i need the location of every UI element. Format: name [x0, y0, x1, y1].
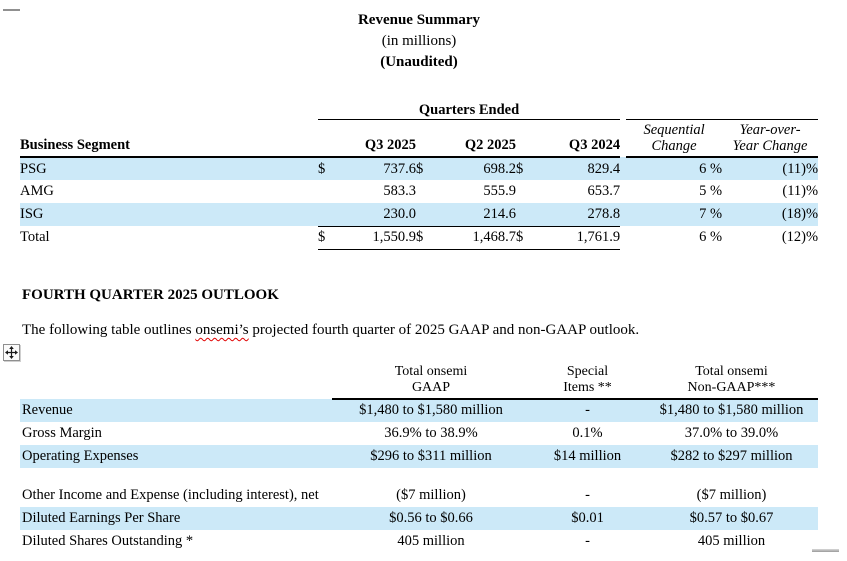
document-title-block: [20, 10, 818, 73]
column-header-yoy-change: [722, 119, 818, 157]
revenue-summary-table: [20, 101, 818, 250]
table-header-row: [20, 119, 818, 157]
move-arrows-icon: [5, 346, 18, 359]
currency-symbol: [416, 180, 434, 203]
change-group-rule: [626, 101, 818, 119]
yoy-change-value: (18)%: [722, 203, 818, 226]
gaap-value: $0.56 to $0.66: [332, 507, 530, 530]
sequential-change-value: 6 %: [699, 229, 723, 245]
header-line: Year-over-: [739, 122, 801, 138]
segment-label: AMG: [20, 183, 54, 199]
column-header-q3-2025: Q3 2025: [318, 119, 416, 157]
special-items-value: -: [530, 399, 645, 422]
empty-cell: [20, 101, 318, 119]
column-header-business-segment: Business Segment: [20, 119, 318, 157]
non-gaap-value: $1,480 to $1,580 million: [645, 399, 818, 422]
column-header-q2-2025: Q2 2025: [416, 119, 516, 157]
table-row-amg: [20, 180, 818, 203]
table-row-total: [20, 226, 818, 249]
header-line: Special: [566, 364, 609, 379]
empty-cell: [20, 363, 332, 399]
table-row-other-income: [20, 468, 818, 507]
subtitle-unaudited: (Unaudited): [380, 54, 458, 70]
column-header-special-items: [530, 363, 645, 399]
header-line: Change: [651, 138, 697, 154]
column-header-sequential-change: [626, 119, 722, 157]
sequential-change-value: 6 %: [626, 157, 722, 180]
currency-symbol: $: [318, 226, 336, 249]
currency-symbol: [318, 180, 336, 203]
non-gaap-value: 37.0% to 39.0%: [684, 425, 779, 441]
currency-symbol: [318, 203, 336, 226]
intro-text: The following table outlines: [22, 322, 196, 338]
currency-symbol: $: [416, 157, 434, 180]
currency-symbol: $: [416, 226, 434, 249]
outlook-table: [20, 363, 818, 553]
subtitle-in-millions: (in millions): [381, 33, 457, 49]
gaap-value: ($7 million): [396, 487, 466, 503]
q3-2024-value: 829.4: [534, 157, 620, 180]
page-margin-mark: [3, 9, 20, 11]
non-gaap-value: 405 million: [697, 533, 766, 549]
q2-2025-value: 1,468.7: [434, 226, 516, 249]
misspelled-word: onsemi’s: [195, 322, 249, 338]
header-line: Non-GAAP***: [687, 380, 776, 395]
column-header-gaap: [332, 363, 530, 399]
section-heading: FOURTH QUARTER 2025 OUTLOOK: [22, 287, 279, 303]
sequential-change-value: 7 %: [626, 203, 722, 226]
gaap-value: $1,480 to $1,580 million: [332, 399, 530, 422]
metric-label: Gross Margin: [22, 425, 102, 441]
table-row: [20, 101, 818, 119]
special-items-value: -: [585, 487, 590, 503]
column-header-non-gaap: [645, 363, 818, 399]
quarters-ended-header: Quarters Ended: [318, 101, 620, 119]
table-row-revenue: [20, 399, 818, 422]
non-gaap-value: $282 to $297 million: [645, 445, 818, 468]
q2-2025-value: 698.2: [434, 157, 516, 180]
header-line: Sequential: [643, 122, 705, 138]
intro-text: projected fourth quarter of 2025 GAAP and non-GAAP outlook.: [248, 322, 640, 338]
header-line: Year Change: [732, 138, 808, 154]
q3-2025-value: 1,550.9: [336, 226, 416, 249]
q3-2024-value: 653.7: [587, 183, 621, 199]
currency-symbol: [516, 180, 534, 203]
q2-2025-value: 214.6: [434, 203, 516, 226]
yoy-change-value: (11)%: [782, 183, 819, 199]
yoy-change-value: (12)%: [781, 229, 819, 245]
table-row-diluted-eps: [20, 507, 818, 530]
currency-symbol: $: [516, 157, 534, 180]
segment-label-total: Total: [20, 229, 50, 245]
segment-label: PSG: [20, 157, 318, 180]
currency-symbol: [516, 203, 534, 226]
header-line: GAAP: [411, 380, 451, 395]
column-header-q3-2024: Q3 2024: [516, 119, 620, 157]
table-move-handle[interactable]: [3, 344, 20, 361]
yoy-change-value: (11)%: [722, 157, 818, 180]
table-row-diluted-shares: [20, 530, 818, 553]
metric-label: Diluted Earnings Per Share: [20, 507, 332, 530]
table-row-isg: [20, 203, 818, 226]
metric-label: Revenue: [20, 399, 332, 422]
q3-2025-value: 230.0: [336, 203, 416, 226]
special-items-value: 0.1%: [572, 425, 603, 441]
non-gaap-value: ($7 million): [696, 487, 767, 503]
q3-2024-value: 278.8: [534, 203, 620, 226]
q3-2025-value: 583.3: [383, 183, 416, 199]
segment-label: ISG: [20, 203, 318, 226]
gaap-value: 36.9% to 38.9%: [384, 425, 478, 441]
q2-2025-value: 555.9: [483, 183, 516, 199]
metric-label: Operating Expenses: [20, 445, 332, 468]
intro-paragraph: [22, 322, 822, 339]
page-title: Revenue Summary: [357, 12, 481, 28]
gaap-value: 405 million: [397, 533, 465, 549]
metric-label: Diluted Shares Outstanding *: [22, 533, 194, 549]
header-line: Items **: [563, 380, 612, 395]
gaap-value: $296 to $311 million: [332, 445, 530, 468]
currency-symbol: $: [318, 157, 336, 180]
table-row-operating-expenses: [20, 445, 818, 468]
header-line: Total onsemi: [394, 364, 468, 379]
q3-2025-value: 737.6: [336, 157, 416, 180]
table-row-psg: [20, 157, 818, 180]
special-items-value: $14 million: [530, 445, 645, 468]
non-gaap-value: $0.57 to $0.67: [645, 507, 818, 530]
special-items-value: -: [585, 533, 590, 549]
currency-symbol: [416, 203, 434, 226]
sequential-change-value: 5 %: [699, 183, 723, 199]
table-row-gross-margin: [20, 422, 818, 445]
currency-symbol: $: [516, 226, 534, 249]
metric-label: Other Income and Expense (including interest), net: [22, 487, 319, 503]
header-line: Total onsemi: [695, 364, 768, 379]
table-header-row: [20, 363, 818, 399]
q3-2024-value: 1,761.9: [534, 226, 620, 249]
special-items-value: $0.01: [530, 507, 645, 530]
